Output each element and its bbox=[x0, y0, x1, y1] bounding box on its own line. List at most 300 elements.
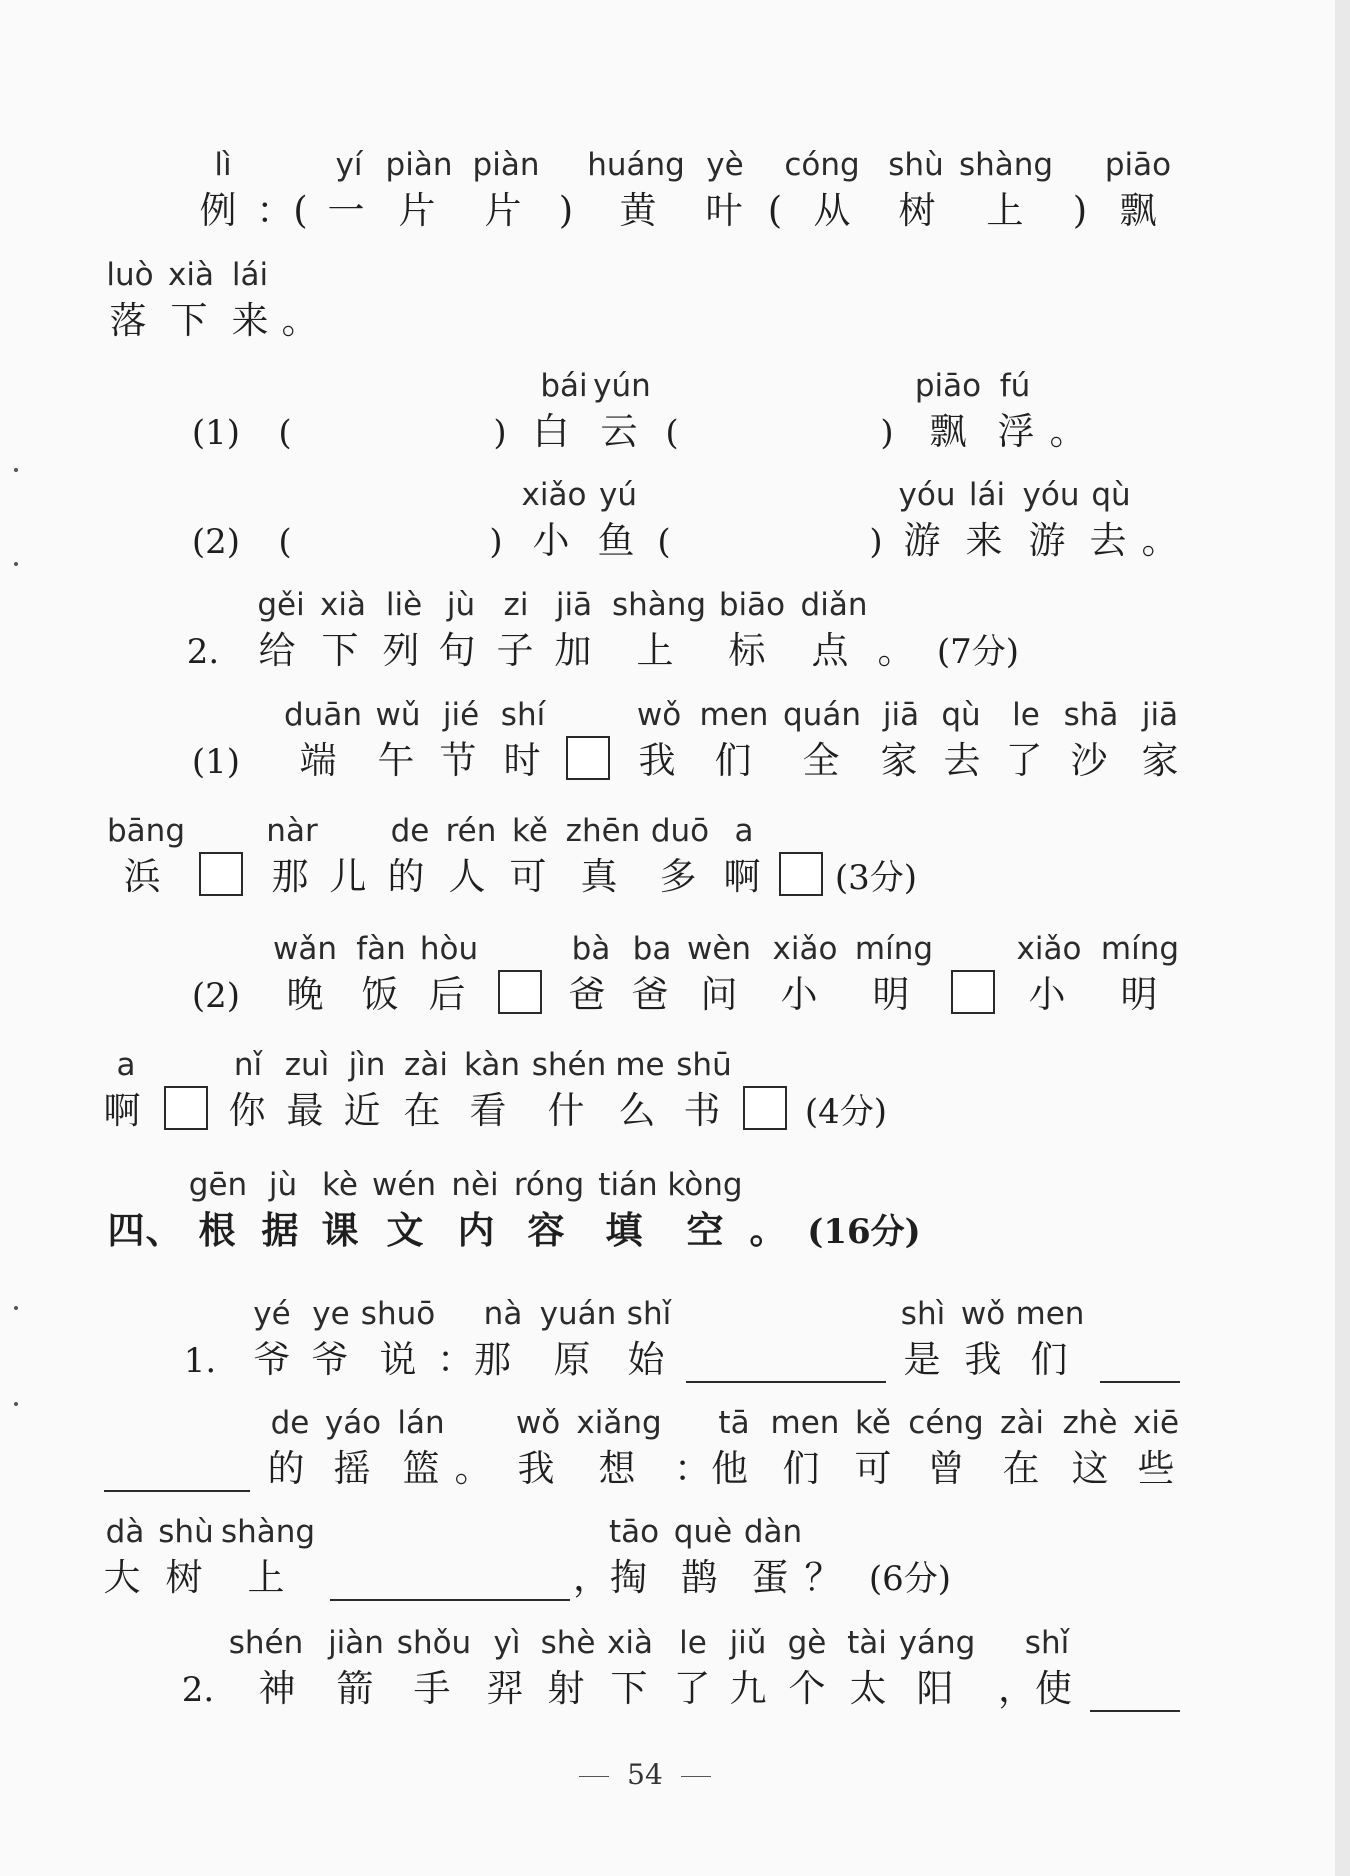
pinyin: què bbox=[673, 1514, 733, 1550]
hanzi: 浮 bbox=[997, 410, 1035, 453]
pinyin: le bbox=[1012, 697, 1040, 733]
hanzi: 曾 bbox=[927, 1447, 965, 1490]
pinyin: shì bbox=[900, 1296, 946, 1332]
hanzi: 在 bbox=[403, 1089, 441, 1132]
pinyin: rén bbox=[445, 813, 497, 849]
margin-speck bbox=[14, 1306, 18, 1310]
question-number: 1. bbox=[183, 1341, 217, 1381]
pinyin: shàng bbox=[958, 147, 1054, 183]
hanzi: 标 bbox=[728, 629, 766, 672]
pinyin: nà bbox=[483, 1296, 523, 1332]
pinyin: dà bbox=[105, 1514, 145, 1550]
pinyin: shè bbox=[540, 1625, 596, 1661]
pinyin: luò bbox=[106, 257, 154, 293]
hanzi: 小 bbox=[780, 973, 818, 1016]
pinyin: cóng bbox=[784, 147, 860, 183]
s4-question-2 bbox=[0, 1625, 1335, 1710]
pinyin: kòng bbox=[667, 1167, 743, 1203]
hanzi: ) bbox=[558, 189, 574, 232]
pinyin: jìn bbox=[348, 1047, 386, 1083]
hanzi: 书 bbox=[683, 1089, 721, 1132]
paren-open: ( bbox=[278, 413, 292, 453]
hanzi: ) bbox=[1072, 189, 1088, 232]
hanzi: 最 bbox=[286, 1089, 324, 1132]
punct-item-1-cont bbox=[0, 813, 1335, 898]
pinyin: bà bbox=[571, 931, 611, 967]
hanzi: 鹊 bbox=[680, 1556, 718, 1599]
pinyin: shù bbox=[888, 147, 944, 183]
hanzi: 明 bbox=[872, 973, 910, 1016]
hanzi: 叶 bbox=[705, 189, 743, 232]
pinyin: le bbox=[679, 1625, 707, 1661]
hanzi: 们 bbox=[1030, 1338, 1068, 1381]
hanzi: 填 bbox=[605, 1208, 643, 1252]
hanzi: 说 bbox=[379, 1338, 417, 1381]
pinyin: ye bbox=[312, 1296, 350, 1332]
hanzi: 据 bbox=[261, 1208, 299, 1252]
pinyin: míng bbox=[1100, 931, 1180, 967]
hanzi: 容 bbox=[527, 1208, 565, 1252]
question-number: 2. bbox=[186, 632, 220, 672]
hanzi: 例 bbox=[199, 189, 237, 232]
pinyin: xià bbox=[320, 587, 366, 623]
hanzi: 饭 bbox=[361, 973, 399, 1016]
hanzi: 大 bbox=[103, 1556, 141, 1599]
hanzi: 们 bbox=[714, 739, 752, 782]
punct-item-2-cont bbox=[0, 1047, 1335, 1132]
pinyin: yè bbox=[706, 147, 744, 183]
hanzi: 全 bbox=[802, 739, 840, 782]
hanzi: 沙 bbox=[1070, 739, 1108, 782]
hanzi: 上 bbox=[986, 189, 1024, 232]
hanzi: ：( bbox=[256, 189, 308, 232]
pinyin: shí bbox=[500, 697, 546, 733]
pinyin: lái bbox=[231, 257, 269, 293]
hanzi: 个 bbox=[788, 1667, 826, 1710]
hanzi: 游 bbox=[1028, 519, 1066, 562]
pinyin: nǐ bbox=[233, 1047, 263, 1083]
pinyin: xiē bbox=[1132, 1405, 1180, 1441]
hanzi: 了 bbox=[673, 1667, 711, 1710]
pinyin: lái bbox=[968, 477, 1006, 513]
pinyin: fú bbox=[999, 368, 1031, 404]
hanzi: 家 bbox=[880, 739, 918, 782]
fill-item-1 bbox=[0, 368, 1335, 453]
pinyin: yí bbox=[335, 147, 363, 183]
hanzi: ：他 bbox=[674, 1447, 748, 1490]
pinyin: shàng bbox=[611, 587, 707, 623]
hanzi: 问 bbox=[700, 973, 738, 1016]
score: (4分) bbox=[804, 1092, 888, 1132]
hanzi: 空 bbox=[686, 1208, 724, 1252]
pinyin: wǒ bbox=[636, 697, 682, 733]
pinyin: wǔ bbox=[375, 697, 421, 733]
pinyin: shǐ bbox=[1024, 1625, 1070, 1661]
hanzi: 午 bbox=[377, 739, 415, 782]
pinyin: piàn bbox=[385, 147, 453, 183]
punct-item-2 bbox=[0, 931, 1335, 1016]
hanzi: 片 bbox=[484, 189, 522, 232]
hanzi: 课 bbox=[321, 1208, 359, 1252]
pinyin: lì bbox=[214, 147, 232, 183]
hanzi: 游 bbox=[903, 519, 941, 562]
pinyin: gēn bbox=[188, 1167, 248, 1203]
answer-blank[interactable] bbox=[104, 1490, 250, 1492]
pinyin: shén bbox=[228, 1625, 304, 1661]
hanzi: 神 bbox=[258, 1667, 296, 1710]
hanzi: 来 bbox=[231, 299, 269, 342]
pinyin: hòu bbox=[419, 931, 479, 967]
hanzi: 下 bbox=[170, 299, 208, 342]
footer-dash-left bbox=[579, 1776, 609, 1777]
punctuation-box[interactable] bbox=[951, 970, 995, 1014]
pinyin: jiǔ bbox=[729, 1625, 767, 1661]
paren-close: ) bbox=[493, 413, 507, 453]
item-number: (2) bbox=[191, 976, 241, 1016]
pinyin: yì bbox=[493, 1625, 521, 1661]
fill-item-2 bbox=[0, 477, 1335, 562]
hanzi: 。 bbox=[749, 1208, 787, 1252]
pinyin: shén bbox=[531, 1047, 607, 1083]
hanzi: 上 bbox=[247, 1556, 285, 1599]
pinyin: me bbox=[615, 1047, 665, 1083]
pinyin: wén bbox=[371, 1167, 437, 1203]
hanzi: 爷 bbox=[311, 1338, 349, 1381]
pinyin: shū bbox=[676, 1047, 732, 1083]
paren-open: ( bbox=[278, 522, 292, 562]
hanzi: 么 bbox=[618, 1089, 656, 1132]
hanzi: 给 bbox=[258, 629, 296, 672]
pinyin: míng bbox=[854, 931, 934, 967]
pinyin: xiǎng bbox=[576, 1405, 662, 1441]
pinyin: piāo bbox=[1104, 147, 1172, 183]
pinyin: lán bbox=[397, 1405, 445, 1441]
hanzi: 点 bbox=[811, 629, 849, 672]
pinyin: a bbox=[116, 1047, 136, 1083]
hanzi: 从 bbox=[813, 189, 851, 232]
hanzi: 浜 bbox=[123, 855, 161, 898]
pinyin: xià bbox=[607, 1625, 653, 1661]
question-number: 2. bbox=[181, 1670, 215, 1710]
pinyin: xiǎo bbox=[1016, 931, 1082, 967]
pinyin: piāo bbox=[914, 368, 982, 404]
pinyin: jù bbox=[268, 1167, 298, 1203]
pinyin: gè bbox=[787, 1625, 827, 1661]
hanzi: 家 bbox=[1141, 739, 1179, 782]
hanzi: 句 bbox=[438, 629, 476, 672]
pinyin: gěi bbox=[257, 587, 305, 623]
pinyin: zài bbox=[1000, 1405, 1044, 1441]
pinyin: men bbox=[770, 1405, 840, 1441]
hanzi: 那 bbox=[271, 855, 309, 898]
punctuation-box[interactable] bbox=[743, 1086, 787, 1130]
item-number: (1) bbox=[191, 742, 241, 782]
hanzi: 小 bbox=[532, 519, 570, 562]
pinyin: kè bbox=[322, 1167, 358, 1203]
pinyin: shuō bbox=[360, 1296, 436, 1332]
hanzi: 。 bbox=[454, 1447, 492, 1490]
hanzi: 始 bbox=[627, 1338, 665, 1381]
paren-open: ( bbox=[657, 522, 671, 562]
item-number: (1) bbox=[191, 413, 241, 453]
pinyin: xiǎo bbox=[521, 477, 587, 513]
hanzi: 的 bbox=[267, 1447, 305, 1490]
punctuation-box[interactable] bbox=[199, 852, 243, 896]
pinyin: zhè bbox=[1062, 1405, 1118, 1441]
answer-blank[interactable] bbox=[1090, 1710, 1180, 1712]
hanzi: 人 bbox=[448, 855, 486, 898]
pinyin: de bbox=[270, 1405, 310, 1441]
pinyin: men bbox=[699, 697, 769, 733]
score: (7分) bbox=[936, 632, 1020, 672]
hanzi: ，掏 bbox=[573, 1556, 647, 1599]
hanzi: 飘 bbox=[1119, 189, 1157, 232]
pinyin: piàn bbox=[472, 147, 540, 183]
hanzi: 可 bbox=[509, 855, 547, 898]
hanzi: 四 bbox=[107, 1208, 145, 1252]
pinyin: yáng bbox=[898, 1625, 976, 1661]
pinyin: jiā bbox=[1141, 697, 1179, 733]
punctuation-box[interactable] bbox=[566, 736, 610, 780]
score: (16分) bbox=[807, 1212, 921, 1252]
hanzi: ，使 bbox=[998, 1667, 1072, 1710]
hanzi: 多 bbox=[659, 855, 697, 898]
hanzi: 文 bbox=[386, 1208, 424, 1252]
pinyin: wǒ bbox=[515, 1405, 561, 1441]
hanzi: 鱼 bbox=[597, 519, 635, 562]
pinyin: men bbox=[1015, 1296, 1085, 1332]
punctuation-box[interactable] bbox=[164, 1086, 208, 1130]
hanzi: 是 bbox=[903, 1338, 941, 1381]
hanzi: 一 bbox=[327, 189, 365, 232]
hanzi: 子 bbox=[496, 629, 534, 672]
pinyin: yún bbox=[593, 368, 651, 404]
pinyin: wǒ bbox=[960, 1296, 1006, 1332]
pinyin: jiā bbox=[882, 697, 920, 733]
example-line bbox=[0, 147, 1335, 232]
s4-question-1-cont bbox=[0, 1405, 1335, 1490]
pinyin: yú bbox=[599, 477, 637, 513]
pinyin: shǒu bbox=[396, 1625, 472, 1661]
hanzi: 端 bbox=[299, 739, 337, 782]
hanzi: 可 bbox=[854, 1447, 892, 1490]
hanzi: 去 bbox=[1089, 519, 1127, 562]
pinyin: biāo bbox=[718, 587, 786, 623]
pinyin: yé bbox=[253, 1296, 291, 1332]
hanzi: 白 bbox=[532, 410, 570, 453]
punctuation-box[interactable] bbox=[779, 852, 823, 896]
pinyin: de bbox=[390, 813, 430, 849]
pinyin: nàr bbox=[266, 813, 318, 849]
hanzi: 蛋 bbox=[751, 1556, 789, 1599]
pinyin: huáng bbox=[587, 147, 685, 183]
hanzi: 些 bbox=[1137, 1447, 1175, 1490]
hanzi: 啊 bbox=[103, 1089, 141, 1132]
answer-blank[interactable] bbox=[686, 1381, 886, 1383]
hanzi: 列 bbox=[382, 629, 420, 672]
pinyin: zhēn bbox=[565, 813, 641, 849]
pinyin: yáo bbox=[324, 1405, 382, 1441]
pinyin: shù bbox=[158, 1514, 214, 1550]
hanzi: 我 bbox=[517, 1447, 555, 1490]
pinyin: wèn bbox=[686, 931, 752, 967]
pinyin: shǐ bbox=[626, 1296, 672, 1332]
score: (6分) bbox=[868, 1559, 952, 1599]
hanzi: 手 bbox=[413, 1667, 451, 1710]
hanzi: 篮 bbox=[402, 1447, 440, 1490]
hanzi: ：那 bbox=[437, 1338, 511, 1381]
pinyin: kě bbox=[855, 1405, 891, 1441]
hanzi: ( bbox=[767, 189, 783, 232]
hanzi: 我 bbox=[638, 739, 676, 782]
pinyin: bāng bbox=[107, 813, 185, 849]
pinyin: qù bbox=[941, 697, 981, 733]
hanzi: 的 bbox=[387, 855, 425, 898]
pinyin: tāo bbox=[608, 1514, 660, 1550]
pinyin: xiǎo bbox=[772, 931, 838, 967]
punctuation-box[interactable] bbox=[498, 970, 542, 1014]
footer-dash-right bbox=[681, 1776, 711, 1777]
pinyin: zuì bbox=[284, 1047, 330, 1083]
hanzi: 爸 bbox=[631, 973, 669, 1016]
hanzi: 下 bbox=[610, 1667, 648, 1710]
example-line-cont bbox=[0, 257, 1335, 342]
hanzi: 在 bbox=[1002, 1447, 1040, 1490]
pinyin: tā bbox=[718, 1405, 750, 1441]
score: (3分) bbox=[834, 858, 918, 898]
pinyin: fàn bbox=[356, 931, 406, 967]
hanzi: 内 bbox=[457, 1208, 495, 1252]
hanzi: 射 bbox=[547, 1667, 585, 1710]
hanzi: 树 bbox=[898, 189, 936, 232]
pinyin: zi bbox=[503, 587, 529, 623]
s4-question-1 bbox=[0, 1296, 1335, 1381]
margin-speck bbox=[14, 562, 18, 566]
pinyin: róng bbox=[513, 1167, 585, 1203]
hanzi: ？ bbox=[804, 1556, 842, 1599]
paren-close: ) bbox=[489, 522, 503, 562]
hanzi: 节 bbox=[439, 739, 477, 782]
hanzi: 我 bbox=[964, 1338, 1002, 1381]
pinyin: yóu bbox=[898, 477, 956, 513]
hanzi: 近 bbox=[343, 1089, 381, 1132]
paren-open: ( bbox=[665, 413, 679, 453]
pinyin: nèi bbox=[451, 1167, 499, 1203]
pinyin: shàng bbox=[220, 1514, 316, 1550]
margin-speck bbox=[14, 1402, 18, 1406]
answer-blank[interactable] bbox=[330, 1599, 570, 1601]
pinyin: quán bbox=[783, 697, 861, 733]
hanzi: 什 bbox=[547, 1089, 585, 1132]
hanzi: 根 bbox=[198, 1208, 236, 1252]
hanzi: 看 bbox=[469, 1089, 507, 1132]
pinyin: liè bbox=[385, 587, 423, 623]
hanzi: 真 bbox=[580, 855, 618, 898]
hanzi: 来 bbox=[965, 519, 1003, 562]
hanzi: 想 bbox=[598, 1447, 636, 1490]
pinyin: diǎn bbox=[800, 587, 868, 623]
margin-speck bbox=[14, 468, 18, 472]
hanzi: 去 bbox=[943, 739, 981, 782]
hanzi: 。 bbox=[1049, 410, 1087, 453]
hanzi: 羿 bbox=[486, 1667, 524, 1710]
paren-close: ) bbox=[880, 413, 894, 453]
hanzi: 晚 bbox=[286, 973, 324, 1016]
pinyin: ba bbox=[632, 931, 672, 967]
hanzi: 摇 bbox=[333, 1447, 371, 1490]
pinyin: wǎn bbox=[273, 931, 337, 967]
section-4-heading bbox=[0, 1167, 1335, 1252]
hanzi: 。 bbox=[1141, 519, 1179, 562]
page-number-footer bbox=[0, 1758, 1290, 1791]
pinyin: a bbox=[734, 813, 754, 849]
pinyin: jù bbox=[446, 587, 476, 623]
hanzi: 儿 bbox=[329, 855, 367, 898]
hanzi: 明 bbox=[1120, 973, 1158, 1016]
hanzi: 九 bbox=[729, 1667, 767, 1710]
hanzi: 啊 bbox=[723, 855, 761, 898]
hanzi: 小 bbox=[1028, 973, 1066, 1016]
pinyin: céng bbox=[908, 1405, 984, 1441]
hanzi: 、 bbox=[145, 1208, 183, 1252]
pinyin: jiàn bbox=[328, 1625, 384, 1661]
hanzi: 黄 bbox=[619, 189, 657, 232]
hanzi: 片 bbox=[398, 189, 436, 232]
page-number: 54 bbox=[627, 1758, 663, 1791]
item-number: (2) bbox=[191, 522, 241, 562]
pinyin: duō bbox=[650, 813, 710, 849]
hanzi: 加 bbox=[554, 629, 592, 672]
hanzi: 飘 bbox=[929, 410, 967, 453]
hanzi: 你 bbox=[228, 1089, 266, 1132]
pinyin: kàn bbox=[463, 1047, 521, 1083]
hanzi: 爸 bbox=[568, 973, 606, 1016]
hanzi: 上 bbox=[636, 629, 674, 672]
s4-question-1-cont2 bbox=[0, 1514, 1335, 1599]
punct-item-1 bbox=[0, 697, 1335, 782]
hanzi: 原 bbox=[553, 1338, 591, 1381]
paren-close: ) bbox=[869, 522, 883, 562]
hanzi: 落 bbox=[109, 299, 147, 342]
hanzi: 树 bbox=[165, 1556, 203, 1599]
hanzi: 了 bbox=[1005, 739, 1043, 782]
pinyin: qù bbox=[1091, 477, 1131, 513]
hanzi: 下 bbox=[321, 629, 359, 672]
hanzi: 。 bbox=[281, 299, 319, 342]
pinyin: shā bbox=[1063, 697, 1119, 733]
pinyin: zài bbox=[404, 1047, 448, 1083]
hanzi: 爷 bbox=[253, 1338, 291, 1381]
hanzi: 们 bbox=[782, 1447, 820, 1490]
answer-blank[interactable] bbox=[1100, 1381, 1180, 1383]
pinyin: tài bbox=[847, 1625, 887, 1661]
pinyin: jiā bbox=[555, 587, 593, 623]
pinyin: yóu bbox=[1022, 477, 1080, 513]
hanzi: 这 bbox=[1071, 1447, 1109, 1490]
pinyin: bái bbox=[540, 368, 588, 404]
hanzi: 时 bbox=[503, 739, 541, 782]
hanzi: 太 bbox=[849, 1667, 887, 1710]
question-2-header bbox=[0, 587, 1335, 672]
pinyin: xià bbox=[168, 257, 214, 293]
pinyin: dàn bbox=[743, 1514, 803, 1550]
pinyin: jié bbox=[442, 697, 480, 733]
pinyin: tián bbox=[598, 1167, 658, 1203]
pinyin: yuán bbox=[539, 1296, 617, 1332]
hanzi: 箭 bbox=[336, 1667, 374, 1710]
hanzi: 阳 bbox=[916, 1667, 954, 1710]
pinyin: kě bbox=[512, 813, 548, 849]
